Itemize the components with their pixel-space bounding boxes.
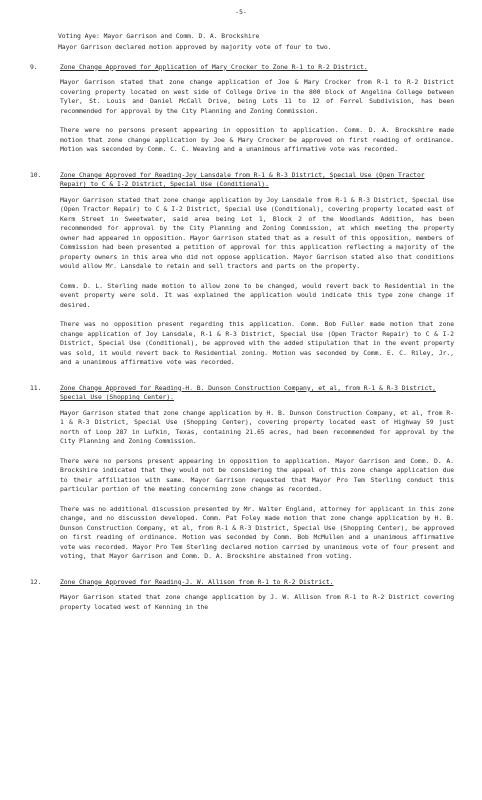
item-paragraph: There was no additional discussion presented by Mr. Walter England, attorney for applicant in this zone change, and no discussion developed. Comm. Pat Foley made motion that zone change application by H. B. Dunson Construction Company, et al, from R-1 & R-3 District, Special Use (Shopping Center), be approved on first reading of ordinance. Motion was seconded by Comm. Bob McMullen and a unanimous affirmative vote was recorded. Mayor Pro Tem Sterling declared motion carried by unanimous vote of four present and voting, that Mayor Garrison and Comm. D. A. Brockshire abstained from voting. — [60, 504, 454, 560]
intro-line-voting: Voting Aye: Mayor Garrison and Comm. D. A. Brockshire — [58, 31, 260, 40]
item-paragraph: There was no opposition present regarding this application. Comm. Bob Fuller made motion that zone change application of Joy Lansdale, R-1 & R-3 District, Special Use (Open Tractor Repair) to C & I-2 District, Special Use (Conditional), be approved with the added stipulation that in the event property was sold, it would revert back to Residential zoning. Motion was seconded by Comm. E. C. Riley, Jr., and a unanimous affirmative vote was recorded. — [60, 320, 454, 366]
item-paragraph: Mayor Garrison stated that zone change application by H. B. Dunson Construction Company, et al, from R-1 & R-3 District, Special Use (Shopping Center), covering property located east of Highway 59 just north of Loop 287 in Lufkin, Texas, containing 21.65 acres, had been recommended for approval by the City Planning and Zoning Commission. — [60, 408, 454, 445]
item-body — [60, 63, 454, 165]
item-paragraph: Mayor Garrison stated that zone change application by J. W. Allison from R-1 to R-2 District covering property located west of Kenning in the — [60, 593, 454, 611]
item-number: 10. — [30, 170, 42, 179]
item-heading: Zone Change Approved for Reading-Joy Lansdale from R-1 & R-3 District, Special Use (Open Tractor Repair) to C & I-2 District, Special Use (Conditional). — [60, 170, 425, 188]
agenda-item-11 — [28, 384, 454, 572]
page-number: -5- — [235, 8, 247, 16]
intro-line-declaration: Mayor Garrison declared motion approved by majority vote of four to two. — [58, 43, 332, 51]
agenda-item-10 — [28, 171, 454, 378]
item-body — [60, 384, 454, 572]
item-heading: Zone Change Approved for Application of Mary Crocker to Zone R-1 to R-2 District. — [60, 62, 368, 71]
agenda-item-9 — [28, 63, 454, 165]
item-number: 9. — [30, 62, 38, 71]
item-paragraph: Comm. D. L. Sterling made motion to allow zone to be changed, would revert back to Residential in the event property were sold. It was explained the application would indicate this type zone change if desired. — [60, 281, 454, 309]
item-number: 11. — [30, 383, 42, 392]
item-paragraph: Mayor Garrison stated that zone change application of Joe & Mary Crocker from R-1 to R-2 District covering property located on west side of College Drive in the 800 block of Angelina College between Tyler, St. Louis and Daniel McCall Drive, being Lots 11 to 12 of Ferrel Subdivision, has been recommended for approval by the City Planning and Zoning Commission. — [60, 78, 454, 115]
item-body — [60, 171, 454, 378]
item-heading: Zone Change Approved for Reading-H. B. Dunson Construction Company, et al, from R-1 & R-3 District, Special Use (Shopping Center). — [60, 383, 436, 401]
agenda-item-12 — [28, 578, 454, 623]
item-paragraph: There were no persons present appearing in opposition to application. Comm. D. A. Brockshire made motion that zone change application by Joe & Mary Crocker be approved on first reading of ordinance. Motion was seconded by Comm. C. C. Weaving and a unanimous affirmative vote was recorded. — [60, 126, 454, 153]
item-body — [60, 578, 454, 623]
item-number: 12. — [30, 577, 42, 586]
item-heading: Zone Change Approved for Reading-J. W. Allison from R-1 to R-2 District. — [60, 577, 334, 586]
item-paragraph: There were no persons present appearing in opposition to application. Mayor Garrison and Comm. D. A. Brockshire indicated that they would not be considering the appeal of this zone change application due to their affiliation with same. Mayor Garrison requested that Mayor Pro Tem Sterling conduct this particular portion of the meeting concerning zone change as recorded. — [60, 456, 454, 493]
item-paragraph: Mayor Garrison stated that zone change application by Joy Lansdale from R-1 & R-3 District, Special Use (Open Tractor Repair) to C & I-2 District, Special Use (Conditional), covering property located east of Kerm Street in Sweetwater, said area being Lot 1, Block 2 of the Woodlands Addition, has been recommended for approval by the City Planning and Zoning Commission, at which meeting the property owner had appeared in opposition. Mayor Garrison stated that as a result of this opposition, members of Commission had been presented a petition of approval for this application reflecting a majority of the property owners in this area who did not oppose application. Mayor Garrison stated also that conditions would allow Mr. Lansdale to retain and sell tractors and parts on the property. — [60, 195, 454, 270]
